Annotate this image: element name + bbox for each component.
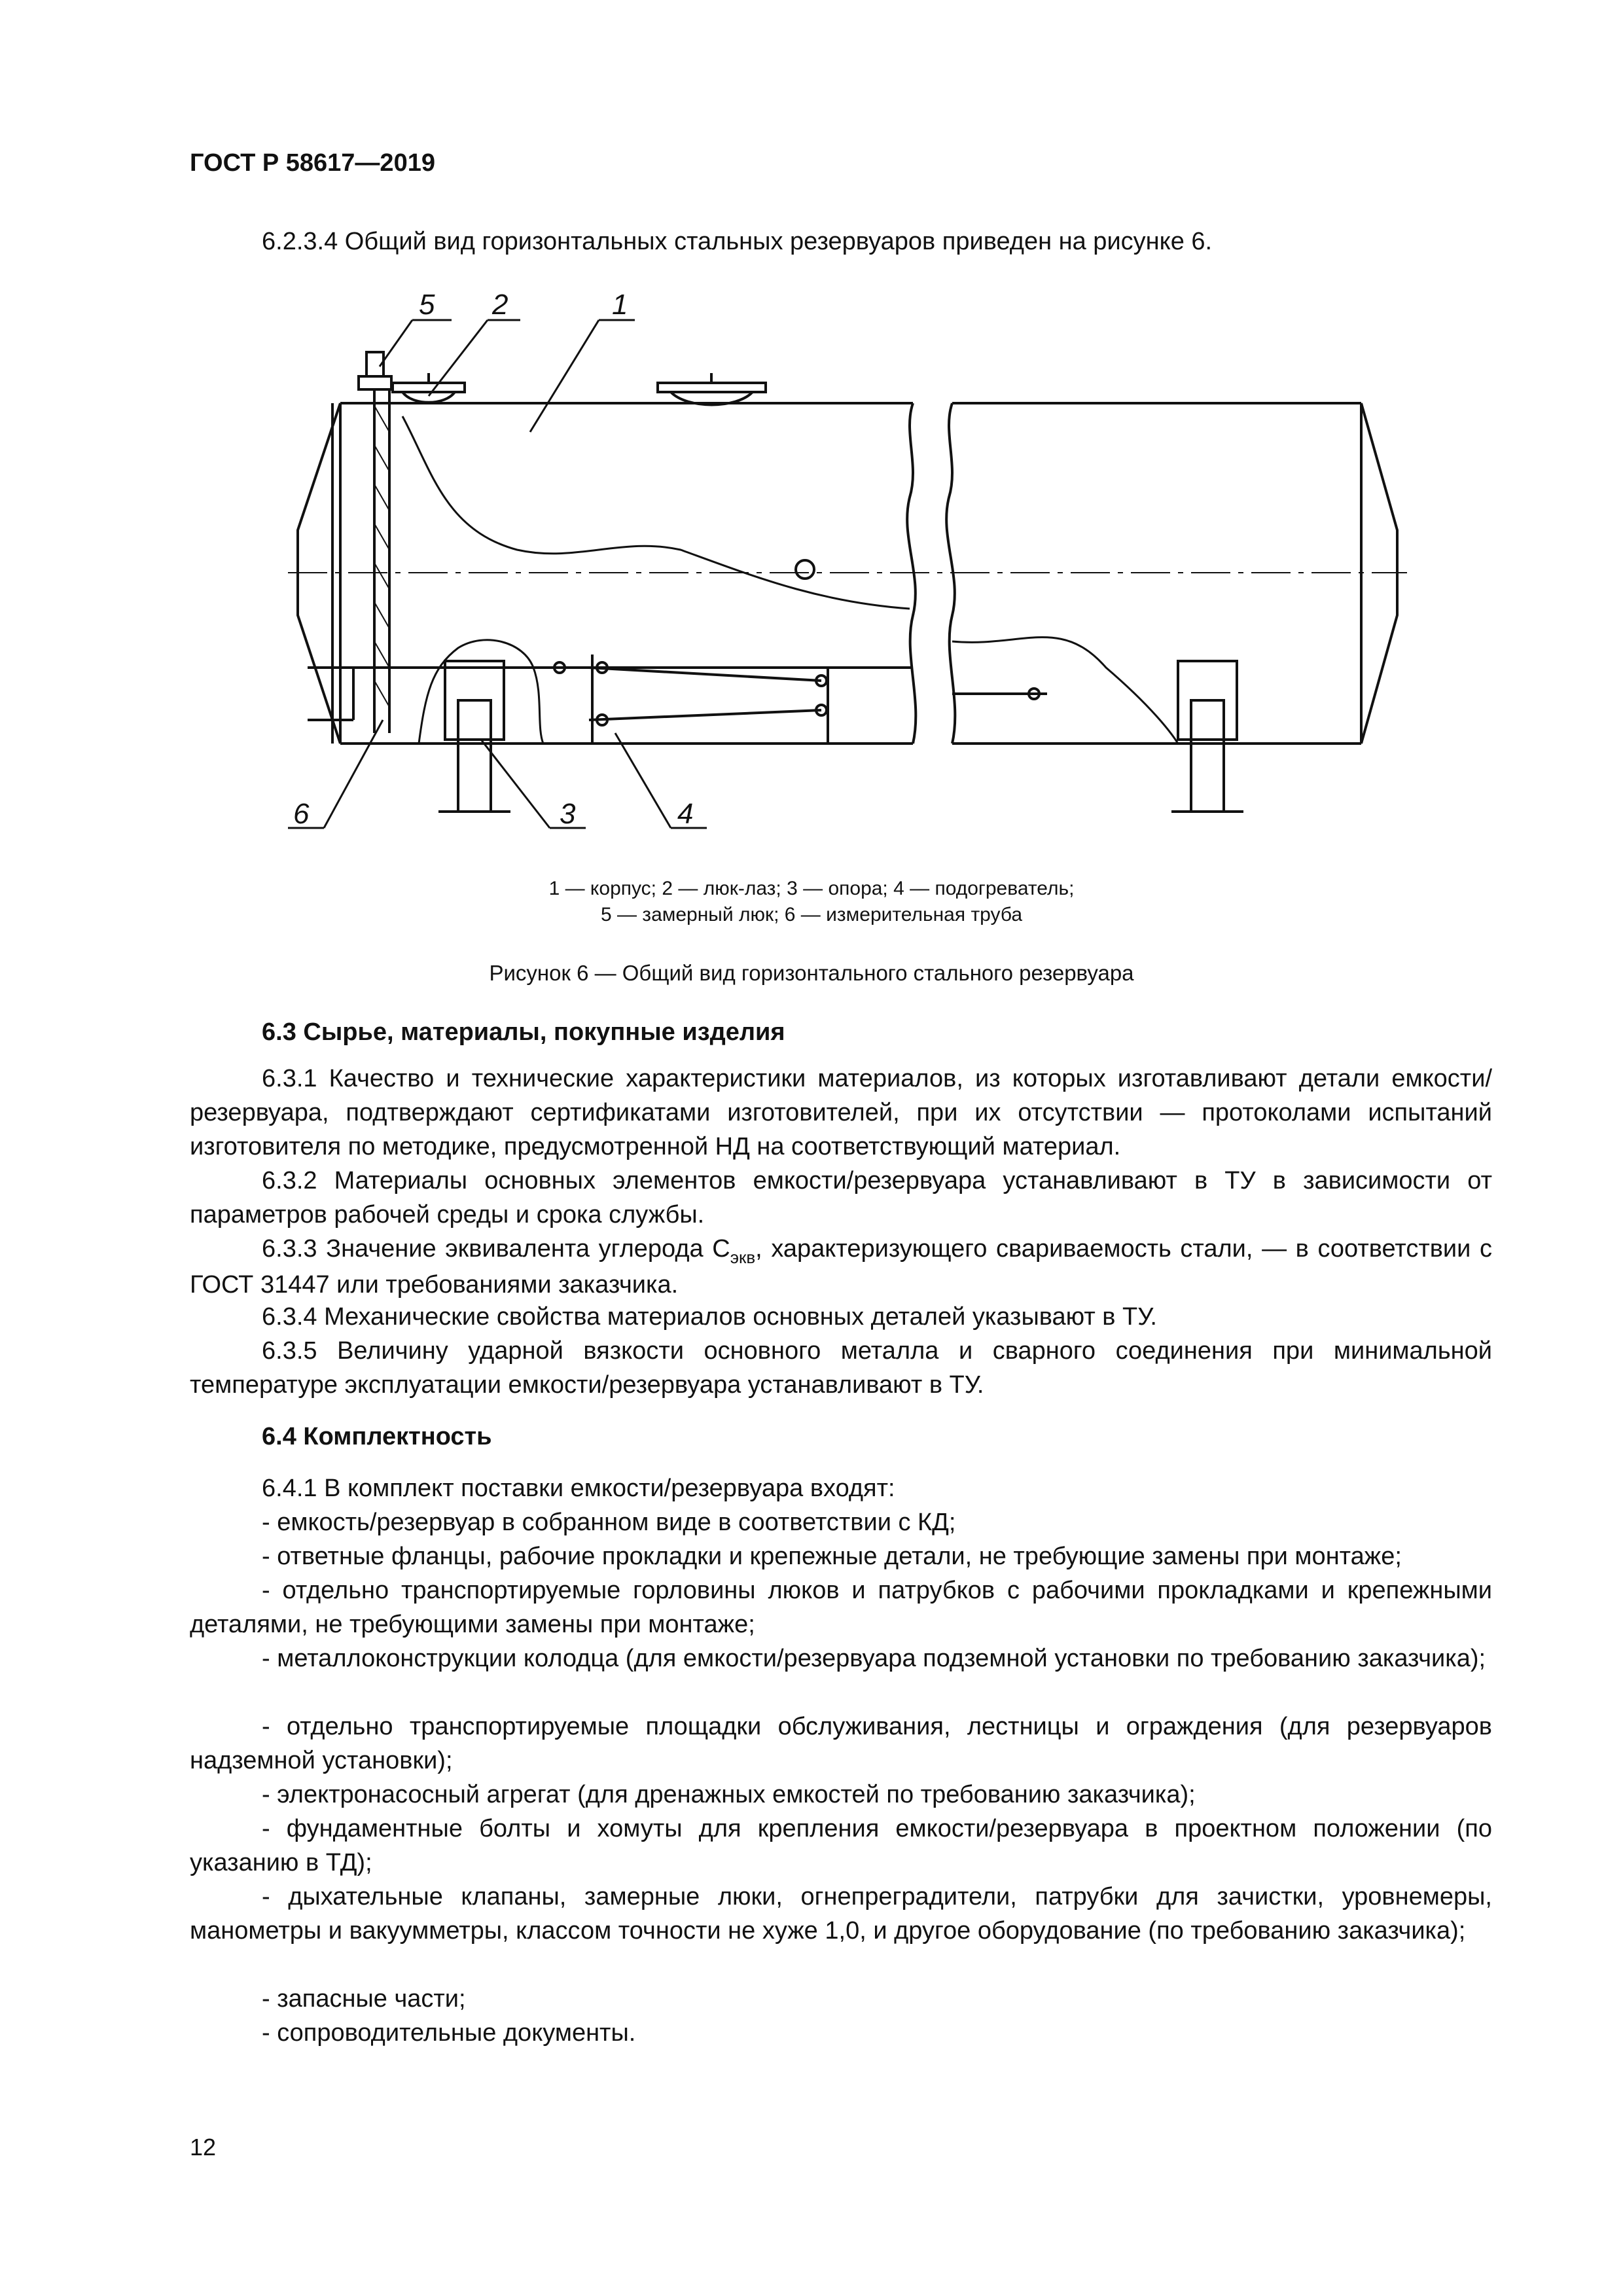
label-2: 2 [492,289,508,321]
document-header: ГОСТ Р 58617—2019 [190,149,435,177]
para-6-3-5: 6.3.5 Величину ударной вязкости основного металла и сварного соединения при минимальной температуре эксплуатации емкости/резервуара устанавливают в ТУ. [190,1337,1492,1399]
tank-body [288,403,1407,744]
section-6-3-title: 6.3 Сырье, материалы, покупные изделия [262,1018,785,1046]
list-item: - запасные части; [262,1985,466,2013]
figure-caption: Рисунок 6 — Общий вид горизонтального стального резервуара [489,961,1134,985]
p3-before: 6.3.3 Значение эквивалента углерода С [262,1235,730,1263]
measuring-hatch-and-pipe [359,352,391,733]
list-item: - отдельно транспортируемые горловины люков и патрубков с рабочими прокладками и крепежными деталями, не требующими замены при монтаже; [190,1577,1492,1638]
legend-line-1: 1 — корпус; 2 — люк-лаз; 3 — опора; 4 — подогреватель; [548,878,1075,899]
list-item: - дыхательные клапаны, замерные люки, огнепреградители, патрубки для зачистки, уровнемеры, манометры и вакуумметры, классом точности не хуже 1,0, и другое оборудование (по требованию заказчика); [190,1883,1492,1945]
para-6-3-3 [190,1232,1492,1302]
list-item: - отдельно транспортируемые площадки обслуживания, лестницы и ограждения (для резервуаров надземной установки); [190,1713,1492,1774]
list-item: - электронасосный агрегат (для дренажных емкостей по требованию заказчика); [262,1781,1196,1808]
page-number: 12 [190,2134,217,2161]
figure-legend [0,876,1623,928]
para-6-3-2: 6.3.2 Материалы основных элементов емкости/резервуара устанавливают в ТУ в зависимости от параметров рабочей среды и срока службы. [190,1167,1492,1229]
label-1: 1 [612,289,628,321]
para-6-3-1: 6.3.1 Качество и технические характеристики материалов, из которых изготавливают детали емкости/резервуара, подтверждают сертификатами изготовителей, при их отсутствии — протоколами испытаний изготовителя по методике, предусмотренной НД на соответствующий материал. [190,1065,1492,1160]
label-4: 4 [677,798,694,830]
p3-subscript: экв [730,1247,756,1267]
label-6: 6 [293,798,310,830]
p3-after: , характеризующего свариваемость стали, — в соответствии с ГОСТ 31447 или требованиями заказчика. [190,1235,1492,1299]
manhole-2 [393,373,465,403]
leader-lines [288,320,707,828]
section-6-4-title: 6.4 Комплектность [262,1423,492,1450]
list-item: - металлоконструкции колодца (для емкости/резервуара подземной установки по требованию заказчика); [262,1645,1486,1672]
legend-line-2: 5 — замерный люк; 6 — измерительная труба [600,904,1023,925]
list-item: - емкость/резервуар в собранном виде в соответствии с КД; [262,1509,956,1536]
heater [308,655,1047,744]
intro-paragraph: 6.2.3.4 Общий вид горизонтальных стальных резервуаров приведен на рисунке 6. [262,228,1213,255]
list-item: - сопроводительные документы. [262,2019,636,2047]
label-3: 3 [560,798,576,830]
list-item: - фундаментные болты и хомуты для крепления емкости/резервуара в проектном положении (по указанию в ТД); [190,1815,1492,1876]
para-6-3-4: 6.3.4 Механические свойства материалов основных деталей указывают в ТУ. [262,1303,1157,1331]
label-5: 5 [419,289,435,321]
list-item: - ответные фланцы, рабочие прокладки и крепежные детали, не требующие замены при монтаже; [262,1543,1402,1570]
top-hatch [658,373,766,405]
nozzle [796,560,814,579]
tank-drawing [0,275,1623,864]
para-6-4-1: 6.4.1 В комплект поставки емкости/резервуара входят: [262,1475,895,1502]
